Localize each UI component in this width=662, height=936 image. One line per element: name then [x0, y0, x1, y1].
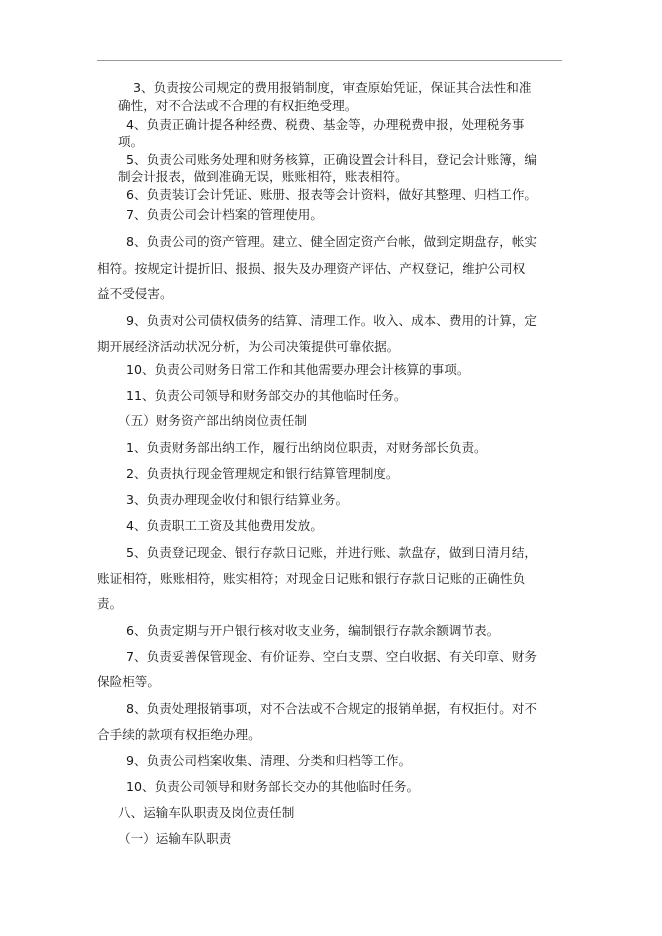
- text-line: 9、负责对公司债权债务的结算、清理工作。收入、成本、费用的计算，定: [126, 313, 538, 328]
- text-line: 合手续的款项有权拒绝办理。: [97, 727, 261, 742]
- text-line: 10、负责公司领导和财务部长交办的其他临时任务。: [126, 779, 420, 794]
- text-line: 11、负责公司领导和财务部交办的其他临时任务。: [126, 388, 407, 403]
- text-line: 项。: [118, 134, 144, 149]
- text-line: 3、负责办理现金收付和银行结算业务。: [126, 492, 349, 507]
- text-line: 制会计报表，做到准确无误，账账相符，账表相符。: [118, 169, 408, 184]
- text-line: 9、负责公司档案收集、清理、分类和归档等工作。: [126, 753, 412, 768]
- text-line: 6、负责定期与开户银行核对收支业务，编制银行存款余额调节表。: [126, 623, 500, 638]
- text-line: 1、负责财务部出纳工作，履行出纳岗位职责，对财务部长负责。: [126, 440, 487, 455]
- text-line: 责。: [97, 596, 123, 611]
- header-rule: [97, 60, 562, 61]
- text-line: 期开展经济活动状况分析，为公司决策提供可靠依据。: [97, 339, 400, 354]
- text-line: 4、负责职工工资及其他费用发放。: [126, 518, 323, 533]
- text-line: 8、负责公司的资产管理。建立、健全固定资产台帐，做到定期盘存，帐实: [126, 234, 538, 249]
- section-heading: （五）财务资产部出纳岗位责任制: [118, 413, 307, 428]
- text-line: 7、负责妥善保管现金、有价证券、空白支票、空白收据、有关印章、财务: [126, 649, 538, 664]
- text-line: 确性，对不合法或不合理的有权拒绝受理。: [118, 98, 358, 113]
- text-line: 保险柜等。: [97, 674, 160, 689]
- text-line: 5、负责登记现金、银行存款日记账，并进行账、款盘存，做到日清月结，: [126, 545, 538, 560]
- text-line: 8、负责处理报销事项，对不合法或不合规定的报销单据，有权拒付。对不: [126, 701, 538, 716]
- text-line: 10、负责公司财务日常工作和其他需要办理会计核算的事项。: [126, 362, 470, 377]
- section-heading: （一）运输车队职责: [118, 831, 232, 846]
- text-line: 6、负责装订会计凭证、账册、报表等会计资料，做好其整理、归档工作。: [126, 187, 538, 202]
- text-line: 2、负责执行现金管理规定和银行结算管理制度。: [126, 466, 399, 481]
- text-line: 益不受侵害。: [97, 286, 173, 301]
- text-line: 4、负责正确计提各种经费、税费、基金等，办理税费申报，处理税务事: [126, 117, 525, 132]
- text-line: 5、负责公司账务处理和财务核算，正确设置会计科目，登记会计账簿，编: [126, 152, 538, 167]
- text-line: 7、负责公司会计档案的管理使用。: [126, 207, 323, 222]
- text-line: 相符。按规定计提折旧、报损、报失及办理资产评估、产权登记，维护公司权: [97, 261, 526, 276]
- section-heading: 八、运输车队职责及岗位责任制: [118, 805, 295, 820]
- text-line: 账证相符，账账相符，账实相符；对现金日记账和银行存款日记账的正确性负: [97, 571, 526, 586]
- text-line: 3、负责按公司规定的费用报销制度，审查原始凭证，保证其合法性和准: [133, 80, 532, 95]
